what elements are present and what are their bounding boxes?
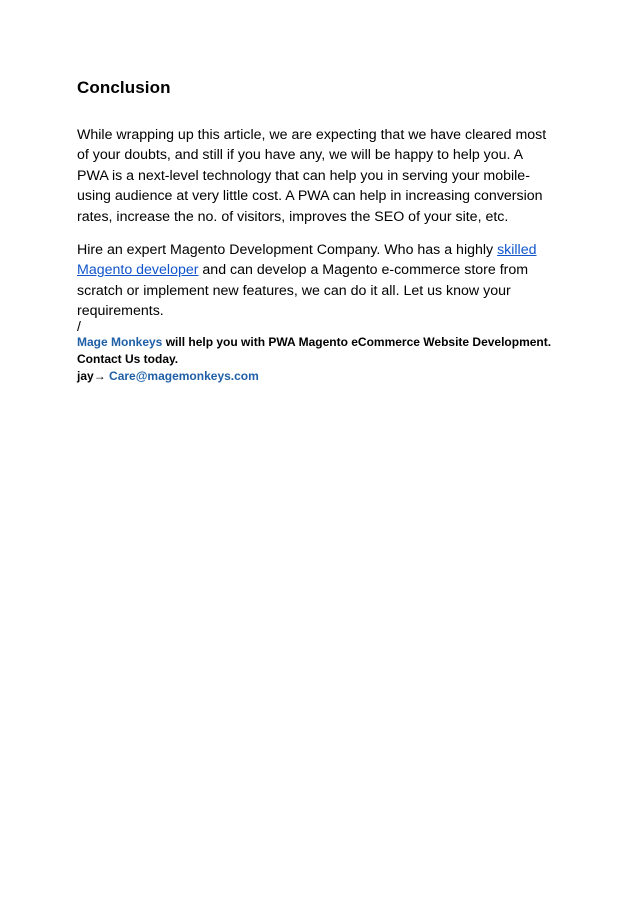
brand-name-link[interactable]: Mage Monkeys — [77, 335, 163, 349]
section-heading: Conclusion — [77, 78, 171, 97]
footer-line-promo — [77, 334, 551, 350]
footer-line-contact: Contact Us today. — [77, 352, 179, 366]
hire-text-after-link: and can develop a Magento e-commerce store from scratch or implement new features, we can do it all. Let us know your requirements. — [77, 262, 529, 320]
arrow-icon: → — [93, 369, 106, 383]
footer-line-email — [77, 368, 259, 384]
contact-prefix: jay — [77, 369, 94, 383]
hire-text-before-link: Hire an expert Magento Development Company. Who has a highly — [77, 242, 498, 258]
footer-promo-text: will help you with PWA Magento eCommerce Website Development. — [162, 335, 552, 349]
hire-paragraph — [77, 240, 557, 322]
email-link[interactable]: Care@magemonkeys.com — [109, 369, 259, 383]
conclusion-paragraph: While wrapping up this article, we are expecting that we have cleared most of your doubts, and still if you have any, we will be happy to help you. A PWA is a next-level technology that can help you in serving your mobile-using audience at very little cost. A PWA can help in increasing conversion rates, increase the no. of visitors, improves the SEO of your site, etc. — [77, 127, 547, 225]
separator-slash: / — [77, 318, 81, 334]
skilled-developer-link[interactable]: skilled Magento developer — [77, 242, 537, 279]
